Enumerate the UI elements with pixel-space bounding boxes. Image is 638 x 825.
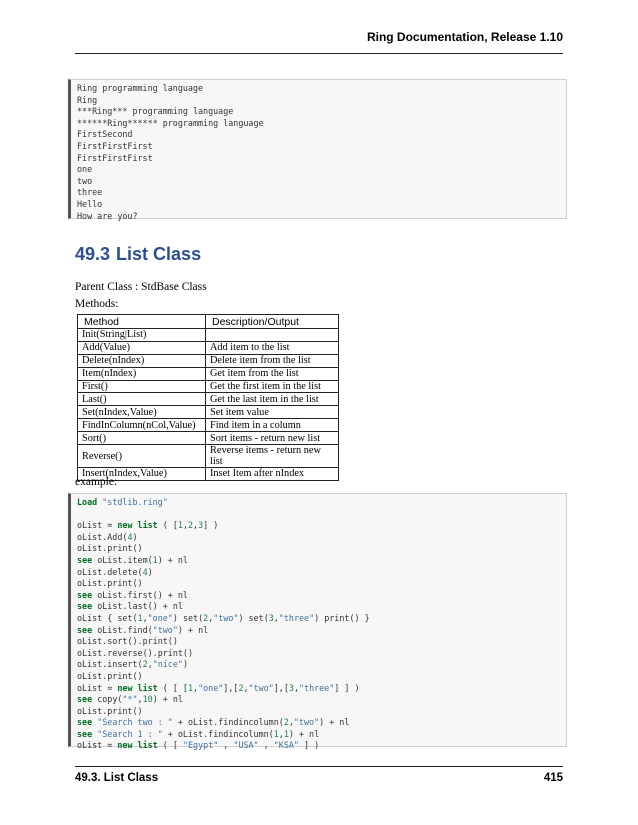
table-row xyxy=(78,393,339,406)
code-line: oList.print() xyxy=(77,670,143,681)
output-line: FirstSecond xyxy=(77,129,133,140)
code-line: oList = new list ( [ [1,"one"],[2,"two"],[3,"three"] ] ) xyxy=(77,682,360,693)
output-line: one xyxy=(77,164,93,175)
column-header-description: Description/Output xyxy=(206,315,339,329)
method-cell: Init(String|List) xyxy=(78,329,206,342)
code-line: see "Search 1 : " + oList.findincolumn(1,1) + nl xyxy=(77,728,320,739)
table-row xyxy=(78,380,339,393)
table-header-row xyxy=(78,315,339,329)
methods-table-body xyxy=(78,329,339,481)
code-line: see "Search two : " + oList.findincolumn(2,"two") + nl xyxy=(77,717,350,728)
section-title-text: List Class xyxy=(116,244,202,264)
code-line: oList.reverse().print() xyxy=(77,647,194,658)
description-cell: Add item to the list xyxy=(206,341,339,354)
code-line: oList.Add(4) xyxy=(77,531,138,542)
code-line: oList = new list ( [ "Egypt" , "USA" , "KSA" ] ) xyxy=(77,740,320,751)
table-row xyxy=(78,419,339,432)
code-line: oList.print() xyxy=(77,578,143,589)
code-line: oList { set(1,"one") set(2,"two") set(3,"three") print() } xyxy=(77,612,370,623)
output-code-block xyxy=(68,79,567,219)
method-cell: FindInColumn(nCol,Value) xyxy=(78,419,206,432)
table-row xyxy=(78,354,339,367)
code-line: oList.sort().print() xyxy=(77,636,178,647)
page-number: 415 xyxy=(543,772,563,784)
page-header xyxy=(75,30,563,50)
table-row xyxy=(78,367,339,380)
header-title: Ring Documentation, Release 1.10 xyxy=(366,30,563,44)
code-line: see copy("*",10) + nl xyxy=(77,694,183,705)
method-cell: Last() xyxy=(78,393,206,406)
code-line: oList.print() xyxy=(77,705,143,716)
code-line: see oList.item(1) + nl xyxy=(77,554,188,565)
methods-label: Methods: xyxy=(75,298,119,310)
method-cell: Sort() xyxy=(78,432,206,445)
output-line: Ring programming language xyxy=(77,83,204,93)
table-row xyxy=(78,445,339,468)
code-line: see oList.first() + nl xyxy=(77,589,188,600)
output-line: FirstFirstFirst xyxy=(77,152,153,163)
output-line: two xyxy=(77,175,93,186)
method-cell: Item(nIndex) xyxy=(78,367,206,380)
page-footer xyxy=(75,772,563,784)
description-cell: Get the first item in the list xyxy=(206,380,339,393)
example-code-block xyxy=(68,493,567,751)
column-header-method: Method xyxy=(78,315,206,329)
description-cell: Sort items - return new list xyxy=(206,432,339,445)
methods-table xyxy=(77,314,339,481)
description-cell: Reverse items - return new list xyxy=(206,445,339,468)
code-line: oList = new list ( [1,2,3] ) xyxy=(77,520,219,531)
description-cell: Set item value xyxy=(206,406,339,419)
table-row xyxy=(78,406,339,419)
method-cell: Insert(nIndex,Value) xyxy=(78,468,206,481)
method-cell: Reverse() xyxy=(78,445,206,468)
method-cell: Set(nIndex,Value) xyxy=(78,406,206,419)
description-cell: Get the last item in the list xyxy=(206,393,339,406)
description-cell: Inset Item after nIndex xyxy=(206,468,339,481)
output-line: ***Ring*** programming language xyxy=(77,106,234,117)
output-line: Ring xyxy=(77,94,98,105)
header-divider xyxy=(75,53,563,54)
code-line: Load "stdlib.ring" xyxy=(77,497,168,507)
footer-section: 49.3. List Class xyxy=(75,772,159,784)
code-line xyxy=(77,509,560,521)
output-line: ******Ring****** programming language xyxy=(77,117,264,128)
code-line: see oList.last() + nl xyxy=(77,601,183,612)
description-cell xyxy=(206,329,339,342)
section-number: 49.3 xyxy=(75,244,111,264)
output-line: three xyxy=(77,187,103,198)
example-label: example: xyxy=(75,476,118,488)
code-line: oList.insert(2,"nice") xyxy=(77,659,188,670)
output-line: How are you? xyxy=(77,210,138,221)
method-cell: Delete(nIndex) xyxy=(78,354,206,367)
code-line: oList.delete(4) xyxy=(77,566,153,577)
code-line: oList.print() xyxy=(77,543,143,554)
output-line: Hello xyxy=(77,198,103,209)
code-line: see oList.find("two") + nl xyxy=(77,624,209,635)
method-cell: First() xyxy=(78,380,206,393)
footer-divider xyxy=(75,766,563,767)
parent-class-text: Parent Class : StdBase Class xyxy=(75,281,207,293)
section-heading xyxy=(75,244,207,265)
description-cell: Get item from the list xyxy=(206,367,339,380)
table-row xyxy=(78,341,339,354)
table-row xyxy=(78,329,339,342)
table-row xyxy=(78,432,339,445)
method-cell: Add(Value) xyxy=(78,341,206,354)
description-cell: Delete item from the list xyxy=(206,354,339,367)
description-cell: Find item in a column xyxy=(206,419,339,432)
output-line: FirstFirstFirst xyxy=(77,140,153,151)
